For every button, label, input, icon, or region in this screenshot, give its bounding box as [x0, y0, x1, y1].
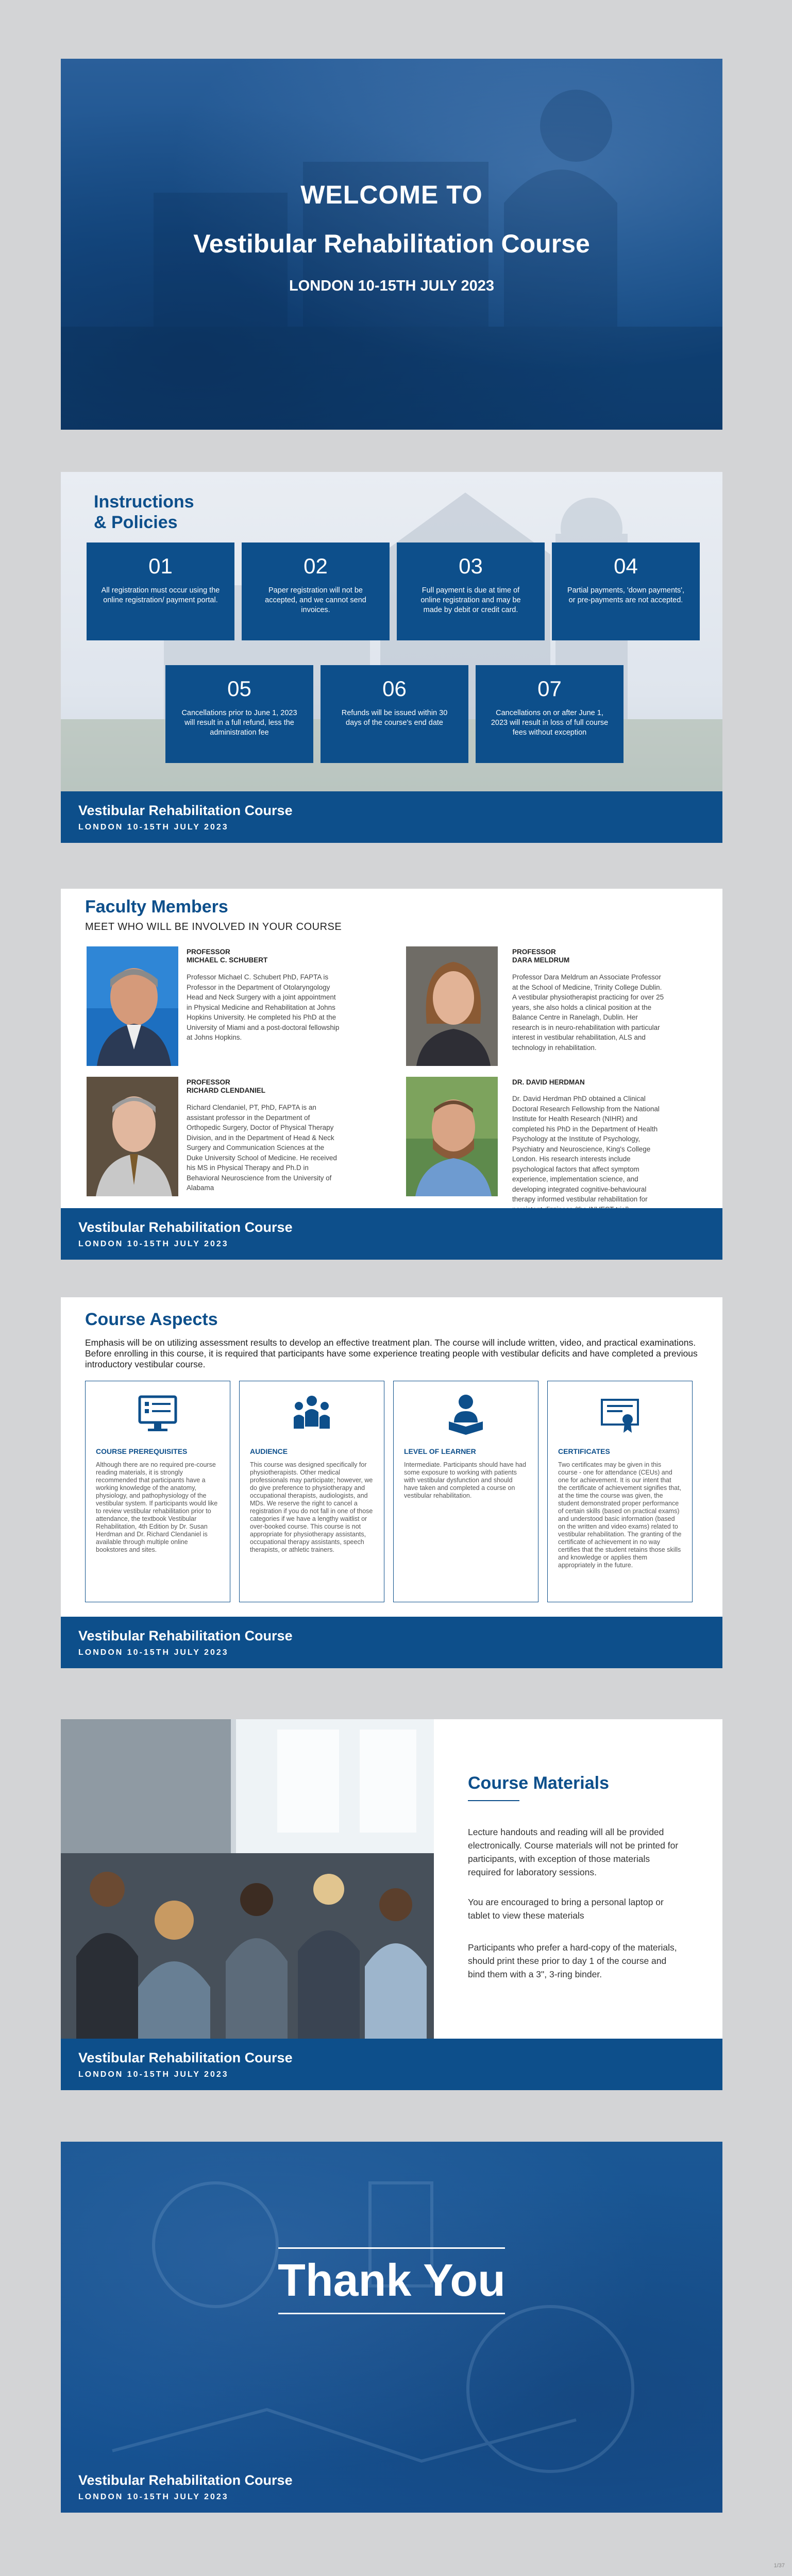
lecture-audience-photo	[61, 1719, 434, 2039]
footer-course-date: LONDON 10-15TH JULY 2023	[78, 1240, 229, 1248]
aspect-card	[239, 1381, 384, 1602]
policy-card	[397, 543, 545, 640]
aspect-body: Two certificates may be given in this course - one for attendance (CEUs) and one for achievement. It is our intent that the certificate of achievement signifies that, at the time the course was given, the student demonstrated proper performance of certain skills (based on practical exams) and understood basic information (based on the written and video exams) related to vestibular rehabilitation. The granting of the certificate of achievement in no way certifies that the student retains those skills and knowledge or applies them appropriately in the future.	[558, 1461, 682, 1569]
faculty-photo-meldrum	[406, 946, 498, 1066]
thank-you-text: Thank You	[278, 2255, 505, 2306]
faculty-slide	[61, 889, 722, 1260]
policy-card	[165, 665, 313, 763]
bottom-rule	[278, 2313, 505, 2314]
welcome-slide	[61, 59, 722, 430]
faculty-title	[512, 1078, 646, 1087]
aspect-title: COURSE PREREQUISITES	[96, 1447, 188, 1455]
faculty-name: DR. DAVID HERDMAN	[512, 1078, 585, 1086]
top-rule	[278, 2247, 505, 2249]
policy-number: 06	[382, 676, 407, 701]
policies-heading	[94, 492, 300, 533]
checklist-monitor-icon	[134, 1391, 181, 1437]
faculty-bio: Professor Michael C. Schubert PhD, FAPTA is Professor in the Department of Otolaryngology Head and Neck Surgery with a joint appointment in Physical Medicine and Rehabilitation at Johns Hopkins University. He completed his PhD at the University of Miami and a post-doctoral fellowship at Johns Hopkins.	[187, 973, 340, 1041]
audience-group-icon	[289, 1391, 335, 1437]
policies-heading-line1: Instructions	[94, 492, 194, 512]
faculty-name: MICHAEL C. SCHUBERT	[187, 956, 268, 964]
footer-course-date: LONDON 10-15TH JULY 2023	[78, 823, 229, 832]
faculty-title	[187, 1078, 321, 1095]
policy-text: Full payment is due at time of online registration and may be made by debit or credit card.	[420, 586, 521, 614]
policies-heading-line2: & Policies	[94, 513, 178, 532]
heading-underline	[468, 1800, 519, 1801]
faculty-subheading: MEET WHO WILL BE INVOLVED IN YOUR COURSE	[85, 921, 342, 933]
materials-paragraph: You are encouraged to bring a personal laptop or tablet to view these materials	[468, 1897, 664, 1921]
welcome-text: WELCOME TO	[300, 180, 483, 209]
footer-course-date: LONDON 10-15TH JULY 2023	[78, 2070, 229, 2079]
aspect-title: AUDIENCE	[250, 1447, 288, 1455]
aspect-card	[547, 1381, 693, 1602]
policy-number: 03	[459, 554, 483, 578]
faculty-bio: Dr. David Herdman PhD obtained a Clinical Doctoral Research Fellowship from the National Institute for Health Research (NIHR) and completed his PhD in the Department of Health Psychology at the Institute of Psychology, Psychiatry and Neuroscience, King's College London. His research interests include psychological factors that affect symptom experience, implementation science, and developing integrated cognitive-behavioural therapy informed vestibular rehabilitation for	[512, 1095, 660, 1203]
policy-number: 07	[537, 676, 562, 701]
policies-slide	[61, 472, 722, 843]
policy-card	[242, 543, 390, 640]
materials-heading: Course Materials	[468, 1773, 609, 1793]
footer-course-title: Vestibular Rehabilitation Course	[78, 2050, 293, 2065]
faculty-bio: Professor Dara Meldrum an Associate Professor at the School of Medicine, Trinity College Dublin. A vestibular physiotherapist practicing for over 25 years, she also holds a clinical position at the Balance Centre in Ranelagh, Dublin. Her research is in neuro-rehabilitation with particular interest in vestibular rehabilitation, ALS and technology in rehabilitation.	[512, 973, 664, 1052]
slide-footer	[61, 791, 722, 843]
policy-text: Cancellations on or after June 1, 2023 will result in loss of full course fees without exception	[491, 709, 609, 737]
materials-paragraph: Lecture handouts and reading will all be provided electronically. Course materials will not be printed for participants, with exception of those materials required for laboratory sessions.	[468, 1827, 679, 1877]
aspect-body: Intermediate. Participants should have had some exposure to working with patients with vestibular dysfunction and should have taken and completed a course on vestibular rehabilitation.	[404, 1461, 526, 1499]
aspect-card	[393, 1381, 538, 1602]
course-title: Vestibular Rehabilitation Course	[193, 229, 590, 258]
faculty-title	[512, 948, 646, 964]
policy-card	[476, 665, 624, 763]
aspect-card	[85, 1381, 230, 1602]
certificate-icon	[597, 1391, 643, 1437]
faculty-name: RICHARD CLENDANIEL	[187, 1087, 265, 1094]
footer-course-title: Vestibular Rehabilitation Course	[78, 1628, 293, 1643]
policy-number: 04	[614, 554, 638, 578]
thank-you-slide	[61, 2142, 722, 2513]
faculty-photo-herdman	[406, 1077, 498, 1196]
faculty-rank: PROFESSOR	[512, 948, 556, 956]
aspect-title: CERTIFICATES	[558, 1447, 610, 1455]
faculty-name: DARA MELDRUM	[512, 956, 570, 964]
faculty-photo-schubert	[87, 946, 178, 1066]
footer-course-title: Vestibular Rehabilitation Course	[78, 803, 293, 818]
policy-card	[87, 543, 234, 640]
course-aspects-slide	[61, 1297, 722, 1668]
aspect-body: Although there are no required pre-course reading materials, it is strongly recommended that participants have a working knowledge of the anatomy, physiology, and pathophysiology of the vestibular system. If participants would like to review vestibular rehabilitation prior to attendance, the textbook Vestibular Rehabilitation, 4th Edition by Dr. Susan Herdman and Dr. Richard Clendaniel is available through multiple online bookstores and sites.	[96, 1461, 218, 1553]
faculty-rank: PROFESSOR	[187, 1078, 230, 1086]
aspects-heading: Course Aspects	[85, 1310, 218, 1329]
faculty-rank: PROFESSOR	[187, 948, 230, 956]
slide-footer	[61, 1617, 722, 1668]
slide-footer	[61, 2039, 722, 2090]
course-date: LONDON 10-15TH JULY 2023	[289, 278, 495, 294]
policy-number: 02	[304, 554, 328, 578]
slide-footer	[61, 2461, 722, 2513]
materials-paragraph: Participants who prefer a hard-copy of the materials, should print these prior to day 1 of the course and bind them with a 3", 3-ring binder.	[468, 1942, 677, 1979]
footer-course-title: Vestibular Rehabilitation Course	[78, 2472, 293, 2488]
faculty-title	[187, 948, 321, 964]
lab-background-image	[61, 2142, 722, 2513]
policy-text: Refunds will be issued within 30 days of the course's end date	[341, 709, 448, 727]
aspect-body: This course was designed specifically for physiotherapists. Other medical professionals may participate; however, we do give preference to physiotherapy and occupational therapists, audiologists, and MDs. We reserve the right to cancel a registration if you do not fall in one of those categories if we have a lengthy waitlist or over-booked course. This course is not appropriate for physiotherapy assistants, occupational therapy assistants, speech therapists, or athletic trainers.	[250, 1461, 373, 1553]
policy-number: 01	[148, 554, 173, 578]
policy-text: All registration must occur using the online registration/ payment portal.	[101, 586, 220, 604]
slide-footer	[61, 1208, 722, 1260]
policy-text: Partial payments, 'down payments', or pre-payments are not accepted.	[567, 586, 685, 604]
aspects-intro: Emphasis will be on utilizing assessment results to develop an effective treatment plan. The course will include written, video, and practical examinations. Before enrolling in this course, it is required that participants have some experience treating people with vestibular deficits and have completed a previous introductory vestibular course.	[85, 1337, 698, 1369]
policy-card	[552, 543, 700, 640]
faculty-bio: Richard Clendaniel, PT, PhD, FAPTA is an assistant professor in the Department of Orthopedic Surgery, Doctor of Physical Therapy Division, and in the Department of Head & Neck Surgery and Communication Sciences at the Duke University School of Medicine. He received his MS in Physical Therapy and Ph.D in Behavioral Neuroscience from the University of Alabama	[187, 1104, 337, 1192]
aspect-title: LEVEL OF LEARNER	[404, 1447, 476, 1455]
page-number: 1/37	[773, 2563, 785, 2569]
faculty-heading: Faculty Members	[85, 897, 228, 917]
learner-reading-icon	[443, 1391, 489, 1437]
policy-card	[321, 665, 468, 763]
footer-course-title: Vestibular Rehabilitation Course	[78, 1219, 293, 1235]
faculty-photo-clendaniel	[87, 1077, 178, 1196]
footer-course-date: LONDON 10-15TH JULY 2023	[78, 2493, 229, 2501]
course-materials-slide	[61, 1719, 722, 2090]
policy-text: Paper registration will not be accepted, and we cannot send invoices.	[265, 586, 366, 614]
policy-number: 05	[227, 676, 251, 701]
footer-course-date: LONDON 10-15TH JULY 2023	[78, 1648, 229, 1657]
policy-text: Cancellations prior to June 1, 2023 will result in a full refund, less the administration fee	[181, 709, 297, 737]
